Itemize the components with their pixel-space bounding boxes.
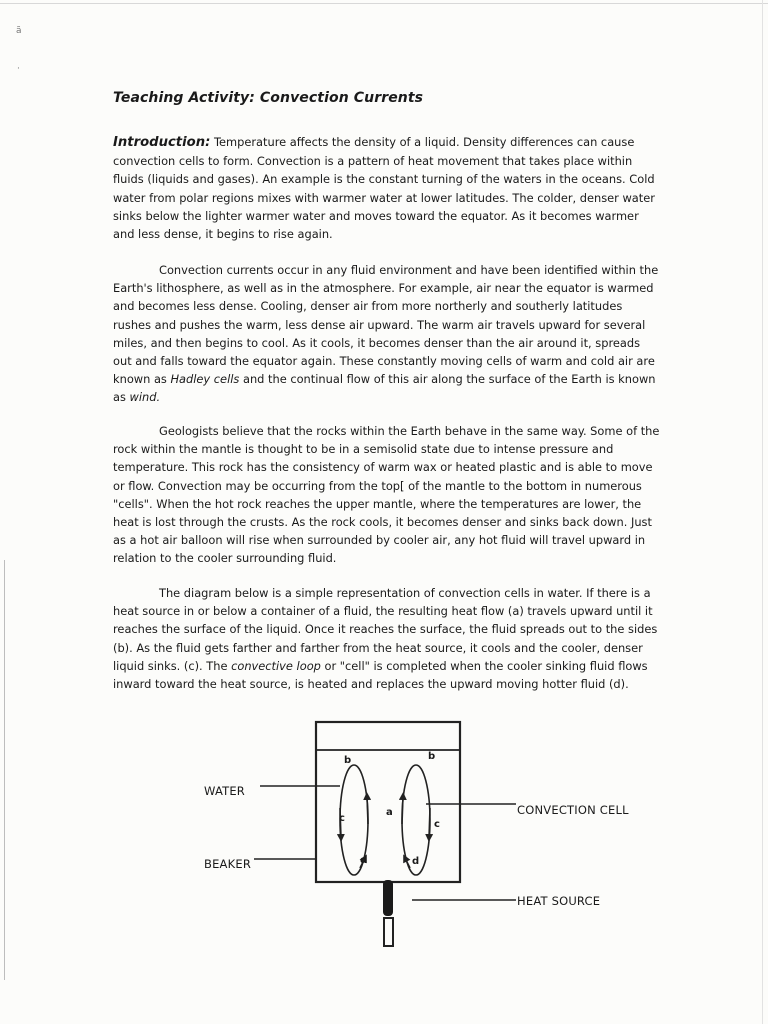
convection-diagram [190, 712, 650, 962]
convection-cell-label: CONVECTION CELL [517, 803, 629, 817]
page-title: Teaching Activity: Convection Currents [113, 90, 424, 106]
introduction-text: Temperature affects the density of a liquid. Density differences can cause convection cells to form. Convection is a pattern of heat movement that takes place within fluids (liquids and gases). An example is the constant turning of the waters in the oceans. Cold water from polar regions mixes with warmer water at lower latitudes. The colder, denser water sinks below the lighter warmer water and moves toward the equator. As it becomes warmer and less dense, it begins to rise again. [113, 135, 655, 242]
scan-edge-right [762, 0, 763, 1024]
paragraph-introduction [113, 133, 661, 243]
paragraph-convection-currents [113, 261, 661, 407]
letter-b-right: b [428, 751, 436, 762]
letter-b-left: b [344, 755, 352, 766]
para4-text-b: or "cell" is completed when the cooler sinking fluid flows inward toward the heat source, is heated and replaces the upward moving hotter fluid (d). [113, 658, 648, 692]
convective-loop-term: convective loop [231, 658, 321, 673]
letter-d-right: d [412, 856, 420, 867]
wind-term: wind. [129, 390, 161, 405]
para3-text: Geologists believe that the rocks within the Earth behave in the same way. Some of the rock within the mantle is thought to be in a semisolid state due to intense pressure and temperature. This rock has the consistency of warm wax or heated plastic and is able to move or flow. Convection may be occurring from the top[ of the mantle to the bottom in numerous "cells". When the hot rock reaches the upper mantle, where the temperatures are lower, the heat is lost through the crusts. As the rock cools, it becomes denser and sinks back down. Just as a hot air balloon will rise when surrounded by cooler air, any hot fluid will travel upward in relation to the cooler surrounding fluid. [113, 424, 660, 566]
hadley-cells-term: Hadley cells [170, 372, 240, 387]
letter-c-right: c [434, 819, 440, 830]
scan-edge-left [4, 560, 5, 980]
heat-source-base [384, 918, 393, 946]
scan-artifact-top: ã [16, 26, 31, 36]
para2-text-a: Convection currents occur in any fluid environment and have been identified within the Earth's lithosphere, as well as in the atmosphere. For example, air near the equator is warmed and becomes less dense. Cooling, denser air from more northerly and southerly latitudes rushes and pushes the warm, less dense air upward. The warm air travels upward for several miles, and then begins to cool. As it cools, it becomes denser than the air around it, spreads out and falls toward the equator again. These constantly moving cells of warm and cold air are known as [113, 263, 659, 387]
convection-diagram-drawing [190, 712, 650, 962]
beaker-outline [316, 722, 460, 882]
paragraph-geologists [113, 422, 661, 568]
letter-d-left: d [360, 855, 368, 866]
heat-source-label: HEAT SOURCE [517, 894, 601, 908]
scan-edge-top [0, 3, 768, 4]
water-label: WATER [204, 784, 245, 798]
para2-text-b: and the continual flow of this air along the surface of the Earth is known as [113, 372, 656, 405]
para4-text-a: The diagram below is a simple representation of convection cells in water. If there is a heat source in or below a container of a fluid, the resulting heat flow (a) travels upward until it reaches the surface of the liquid. Once it reaches the surface, the fluid spreads out to the sides (b). As the fluid gets farther and farther from the heat source, it cools and the cooler, denser liquid sinks. (c). The [113, 586, 658, 673]
heat-source-flame [383, 880, 393, 916]
letter-a: a [386, 807, 393, 818]
paragraph-diagram-description [113, 584, 661, 693]
letter-c-left: c [339, 813, 345, 824]
beaker-label: BEAKER [204, 857, 252, 871]
scan-artifact-mid: · [17, 64, 20, 74]
introduction-label: Introduction: [113, 135, 211, 150]
